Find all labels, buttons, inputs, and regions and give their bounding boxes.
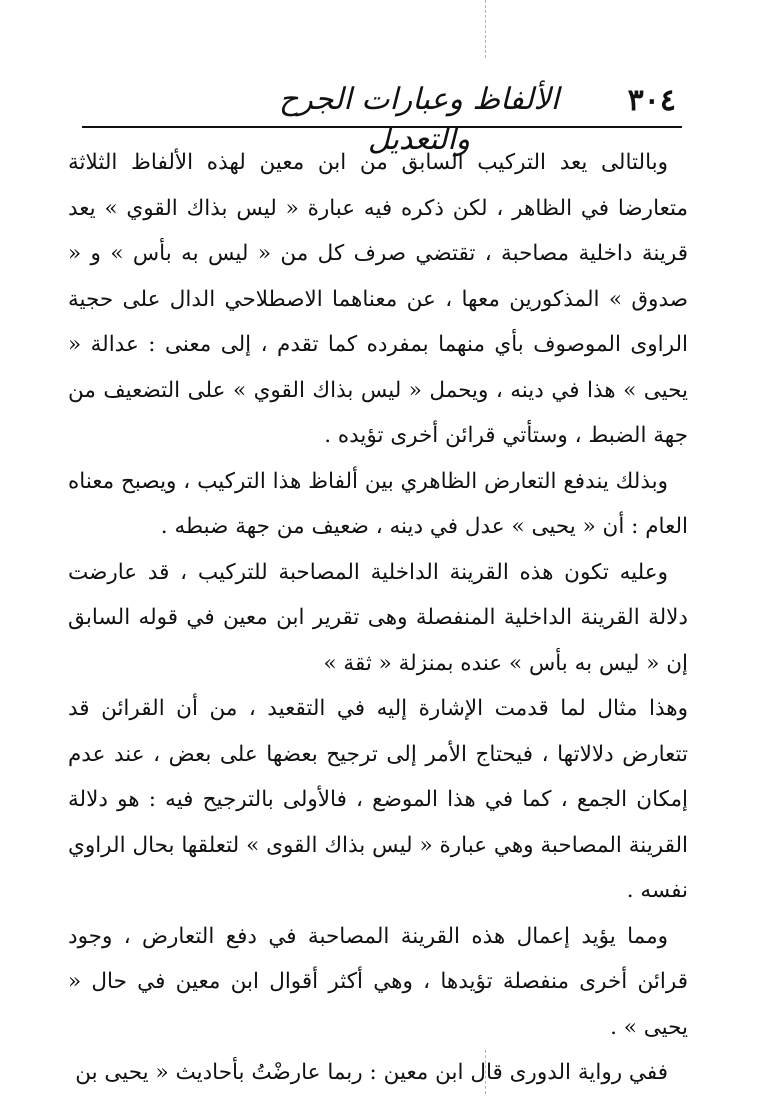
paragraph: ففي رواية الدورى قال ابن معين : ربما عارضْتُ بأحاديث « يحيى بن: [75, 1060, 668, 1085]
paragraph: وبالتالى يعد التركيب السابق من ابن معين لهذه الألفاظ الثلاثة متعارضا في الظاهر ، لكن ذكره فيه عبارة « ليس بذاك القوي » يعد قرينة داخلية مصاحبة ، تقتضي صرف كل من « ليس به بأس » و « صدوق » المذكورين معها ، عن معناهما الاصطلاحي الدال على حجية الراوى الموصوف بأي منهما بمفرده كما تقدم ، إلى معنى : عدالة « يحيى » هذا في دينه ، ويحمل « ليس بذاك القوي » على التضعيف من جهة الضبط ، وستأتي قرائن أخرى تؤيده .: [68, 150, 688, 448]
paragraph: وعليه تكون هذه القرينة الداخلية المصاحبة للتركيب ، قد عارضت دلالة القرينة الداخلية المنفصلة وهى تقرير ابن معين في قوله السابق إن « ليس به بأس » عنده بمنزلة « ثقة »: [68, 559, 688, 676]
running-title: الألفاظ وعبارات الجرح والتعديل: [278, 82, 560, 157]
paragraph: وهذا مثال لما قدمت الإشارة إليه في التقعيد ، من أن القرائن قد تتعارض دلالاتها ، فيحتاج الأمر إلى ترجيح بعضها على بعض ، عند عدم إمكان الجمع ، كما في هذا الموضع ، فالأولى بالترجيح فيه : هو دلالة القرينة المصاحبة وهي عبارة « ليس بذاك القوى » لتعلقها بحال الراوي نفسه .: [68, 696, 688, 903]
crop-mark-top: [485, 0, 486, 58]
paragraph: وبذلك يندفع التعارض الظاهري بين ألفاظ هذا التركيب ، ويصبح معناه العام : أن « يحيى » عدل في دينه ، ضعيف من جهة ضبطه .: [68, 468, 688, 539]
page-number: ٣٠٤: [627, 83, 676, 118]
page-header: [82, 78, 682, 157]
paragraph: ومما يؤيد إعمال هذه القرينة المصاحبة في دفع التعارض ، وجود قرائن أخرى منفصلة تؤيدها ، وهي أكثر أقوال ابن معين في حال « يحيى » .: [68, 923, 688, 1040]
body-text: [68, 140, 688, 1096]
